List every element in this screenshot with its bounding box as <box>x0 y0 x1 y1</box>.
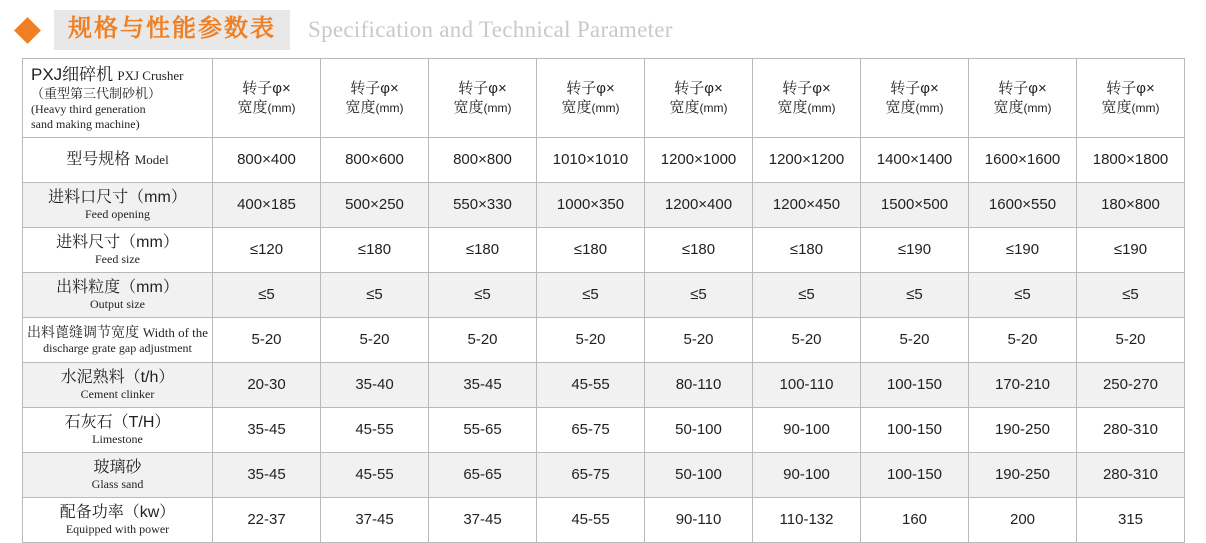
cell-value: 1200×400 <box>645 183 753 228</box>
table-row <box>23 453 1185 498</box>
cell-value: 1800×1800 <box>1077 138 1185 183</box>
cell-value: ≤5 <box>861 273 969 318</box>
cell-value: 5-20 <box>969 318 1077 363</box>
cell-value: ≤180 <box>537 228 645 273</box>
row-label-cn: 出料粒度（mm） <box>56 279 179 297</box>
corner-subtitle-cn: （重型第三代制砂机） <box>31 85 162 101</box>
table-row <box>23 408 1185 453</box>
cell-value: 190-250 <box>969 453 1077 498</box>
row-label-cn: 水泥熟料（t/h） <box>60 369 175 387</box>
column-header-line1: 转子φ× <box>998 79 1047 97</box>
cell-value: ≤5 <box>537 273 645 318</box>
diamond-bullet-icon <box>0 21 54 40</box>
page-title-en: Specification and Technical Parameter <box>308 17 673 42</box>
cell-value: 5-20 <box>429 318 537 363</box>
column-header <box>213 59 321 138</box>
column-header-line2: 宽度 <box>237 99 268 116</box>
cell-value: 400×185 <box>213 183 321 228</box>
row-label <box>23 228 213 273</box>
cell-value: 80-110 <box>645 363 753 408</box>
cell-value: 550×330 <box>429 183 537 228</box>
cell-value: 1200×1000 <box>645 138 753 183</box>
cell-value: 22-37 <box>213 498 321 543</box>
cell-value: 50-100 <box>645 453 753 498</box>
cell-value: 90-110 <box>645 498 753 543</box>
cell-value: 5-20 <box>537 318 645 363</box>
cell-value: 1600×550 <box>969 183 1077 228</box>
row-label-en: Limestone <box>92 432 143 447</box>
cell-value: 190-250 <box>969 408 1077 453</box>
cell-value: 1200×1200 <box>753 138 861 183</box>
cell-value: 65-75 <box>537 453 645 498</box>
cell-value: ≤190 <box>1077 228 1185 273</box>
cell-value: 35-40 <box>321 363 429 408</box>
cell-value: 5-20 <box>1077 318 1185 363</box>
row-label-en: Cement clinker <box>80 387 155 402</box>
table-row <box>23 363 1185 408</box>
cell-value: 65-75 <box>537 408 645 453</box>
cell-value: 800×600 <box>321 138 429 183</box>
row-label <box>23 138 213 183</box>
column-header-line2: 宽度 <box>993 99 1024 116</box>
cell-value: ≤190 <box>969 228 1077 273</box>
page-title-cn: 规格与性能参数表 <box>54 10 290 49</box>
cell-value: ≤5 <box>429 273 537 318</box>
cell-value: 45-55 <box>537 363 645 408</box>
cell-value: 45-55 <box>321 408 429 453</box>
cell-value: 5-20 <box>213 318 321 363</box>
row-label <box>23 273 213 318</box>
cell-value: ≤5 <box>969 273 1077 318</box>
spec-table-wrapper <box>22 58 1184 543</box>
corner-title-en: PXJ Crusher <box>117 68 184 83</box>
table-row <box>23 228 1185 273</box>
column-header-unit: (mm) <box>1023 101 1052 115</box>
corner-title-cn: PXJ细碎机 <box>31 65 114 84</box>
cell-value: ≤5 <box>1077 273 1185 318</box>
column-header-unit: (mm) <box>375 101 404 115</box>
cell-value: 55-65 <box>429 408 537 453</box>
table-row <box>23 138 1185 183</box>
table-header-row <box>23 59 1185 138</box>
cell-value: 37-45 <box>321 498 429 543</box>
cell-value: 1010×1010 <box>537 138 645 183</box>
column-header-line1: 转子φ× <box>890 79 939 97</box>
cell-value: 1200×450 <box>753 183 861 228</box>
cell-value: 500×250 <box>321 183 429 228</box>
table-row <box>23 183 1185 228</box>
cell-value: ≤180 <box>753 228 861 273</box>
cell-value: ≤5 <box>753 273 861 318</box>
cell-value: 170-210 <box>969 363 1077 408</box>
table-row <box>23 498 1185 543</box>
cell-value: 65-65 <box>429 453 537 498</box>
column-header <box>537 59 645 138</box>
row-label-cn: 进料口尺寸（mm） <box>48 189 187 207</box>
corner-subtitle-en-2: sand making machine) <box>31 117 140 131</box>
row-label <box>23 318 213 363</box>
column-header-line1: 转子φ× <box>566 79 615 97</box>
cell-value: ≤180 <box>645 228 753 273</box>
cell-value: 35-45 <box>213 453 321 498</box>
cell-value: 100-150 <box>861 453 969 498</box>
row-label-en: Equipped with power <box>65 522 170 537</box>
column-header-line1: 转子φ× <box>782 79 831 97</box>
cell-value: 5-20 <box>753 318 861 363</box>
cell-value: 5-20 <box>861 318 969 363</box>
cell-value: 280-310 <box>1077 408 1185 453</box>
cell-value: 1500×500 <box>861 183 969 228</box>
row-label-en: Glass sand <box>91 477 144 492</box>
cell-value: 50-100 <box>645 408 753 453</box>
row-label <box>23 498 213 543</box>
column-header-line1: 转子φ× <box>242 79 291 97</box>
column-header-line1: 转子φ× <box>458 79 507 97</box>
column-header-line1: 转子φ× <box>350 79 399 97</box>
table-row <box>23 318 1185 363</box>
row-label-cn: 出料蓖缝调节宽度 Width of the <box>26 324 209 341</box>
cell-value: 160 <box>861 498 969 543</box>
cell-value: ≤180 <box>429 228 537 273</box>
cell-value: 35-45 <box>213 408 321 453</box>
cell-value: 35-45 <box>429 363 537 408</box>
row-label-cn: 玻璃砂 <box>93 459 142 477</box>
cell-value: 110-132 <box>753 498 861 543</box>
column-header <box>861 59 969 138</box>
column-header <box>1077 59 1185 138</box>
column-header-line2: 宽度 <box>345 99 376 116</box>
page-header <box>0 8 1206 52</box>
cell-value: 800×800 <box>429 138 537 183</box>
column-header-unit: (mm) <box>915 101 944 115</box>
row-label <box>23 183 213 228</box>
cell-value: 800×400 <box>213 138 321 183</box>
cell-value: 100-110 <box>753 363 861 408</box>
column-header-line2: 宽度 <box>669 99 700 116</box>
column-header-unit: (mm) <box>591 101 620 115</box>
table-corner-cell <box>23 59 213 138</box>
row-label-cn: 型号规格 Model <box>66 151 169 169</box>
cell-value: ≤180 <box>321 228 429 273</box>
cell-value: 45-55 <box>321 453 429 498</box>
cell-value: 5-20 <box>645 318 753 363</box>
cell-value: 315 <box>1077 498 1185 543</box>
cell-value: 100-150 <box>861 363 969 408</box>
row-label <box>23 408 213 453</box>
cell-value: 1400×1400 <box>861 138 969 183</box>
column-header-line2: 宽度 <box>561 99 592 116</box>
cell-value: 100-150 <box>861 408 969 453</box>
cell-value: 20-30 <box>213 363 321 408</box>
cell-value: 1600×1600 <box>969 138 1077 183</box>
row-label-en: Feed opening <box>85 207 150 222</box>
cell-value: 1000×350 <box>537 183 645 228</box>
column-header-line1: 转子φ× <box>1106 79 1155 97</box>
cell-value: 180×800 <box>1077 183 1185 228</box>
cell-value: ≤190 <box>861 228 969 273</box>
cell-value: ≤5 <box>213 273 321 318</box>
row-label-en: Feed size <box>95 252 140 267</box>
column-header <box>645 59 753 138</box>
column-header <box>969 59 1077 138</box>
cell-value: ≤5 <box>645 273 753 318</box>
column-header-unit: (mm) <box>483 101 512 115</box>
cell-value: ≤5 <box>321 273 429 318</box>
cell-value: 5-20 <box>321 318 429 363</box>
column-header-line2: 宽度 <box>777 99 808 116</box>
corner-subtitle-en-1: (Heavy third generation <box>31 102 146 116</box>
cell-value: 250-270 <box>1077 363 1185 408</box>
row-label <box>23 363 213 408</box>
column-header-line1: 转子φ× <box>674 79 723 97</box>
column-header-unit: (mm) <box>267 101 296 115</box>
cell-value: ≤120 <box>213 228 321 273</box>
column-header <box>429 59 537 138</box>
column-header-unit: (mm) <box>699 101 728 115</box>
cell-value: 200 <box>969 498 1077 543</box>
row-label-en: discharge grate gap adjustment <box>43 341 192 356</box>
column-header <box>321 59 429 138</box>
cell-value: 45-55 <box>537 498 645 543</box>
cell-value: 37-45 <box>429 498 537 543</box>
column-header-unit: (mm) <box>1131 101 1160 115</box>
column-header <box>753 59 861 138</box>
column-header-unit: (mm) <box>807 101 836 115</box>
row-label-cn: 石灰石（T/H） <box>64 414 171 432</box>
row-label-en: Output size <box>90 297 145 312</box>
cell-value: 90-100 <box>753 408 861 453</box>
row-label-cn: 配备功率（kw） <box>59 504 176 522</box>
column-header-line2: 宽度 <box>453 99 484 116</box>
spec-table <box>22 58 1185 543</box>
column-header-line2: 宽度 <box>885 99 916 116</box>
row-label <box>23 453 213 498</box>
cell-value: 280-310 <box>1077 453 1185 498</box>
table-row <box>23 273 1185 318</box>
column-header-line2: 宽度 <box>1101 99 1132 116</box>
cell-value: 90-100 <box>753 453 861 498</box>
row-label-cn: 进料尺寸（mm） <box>56 234 179 252</box>
